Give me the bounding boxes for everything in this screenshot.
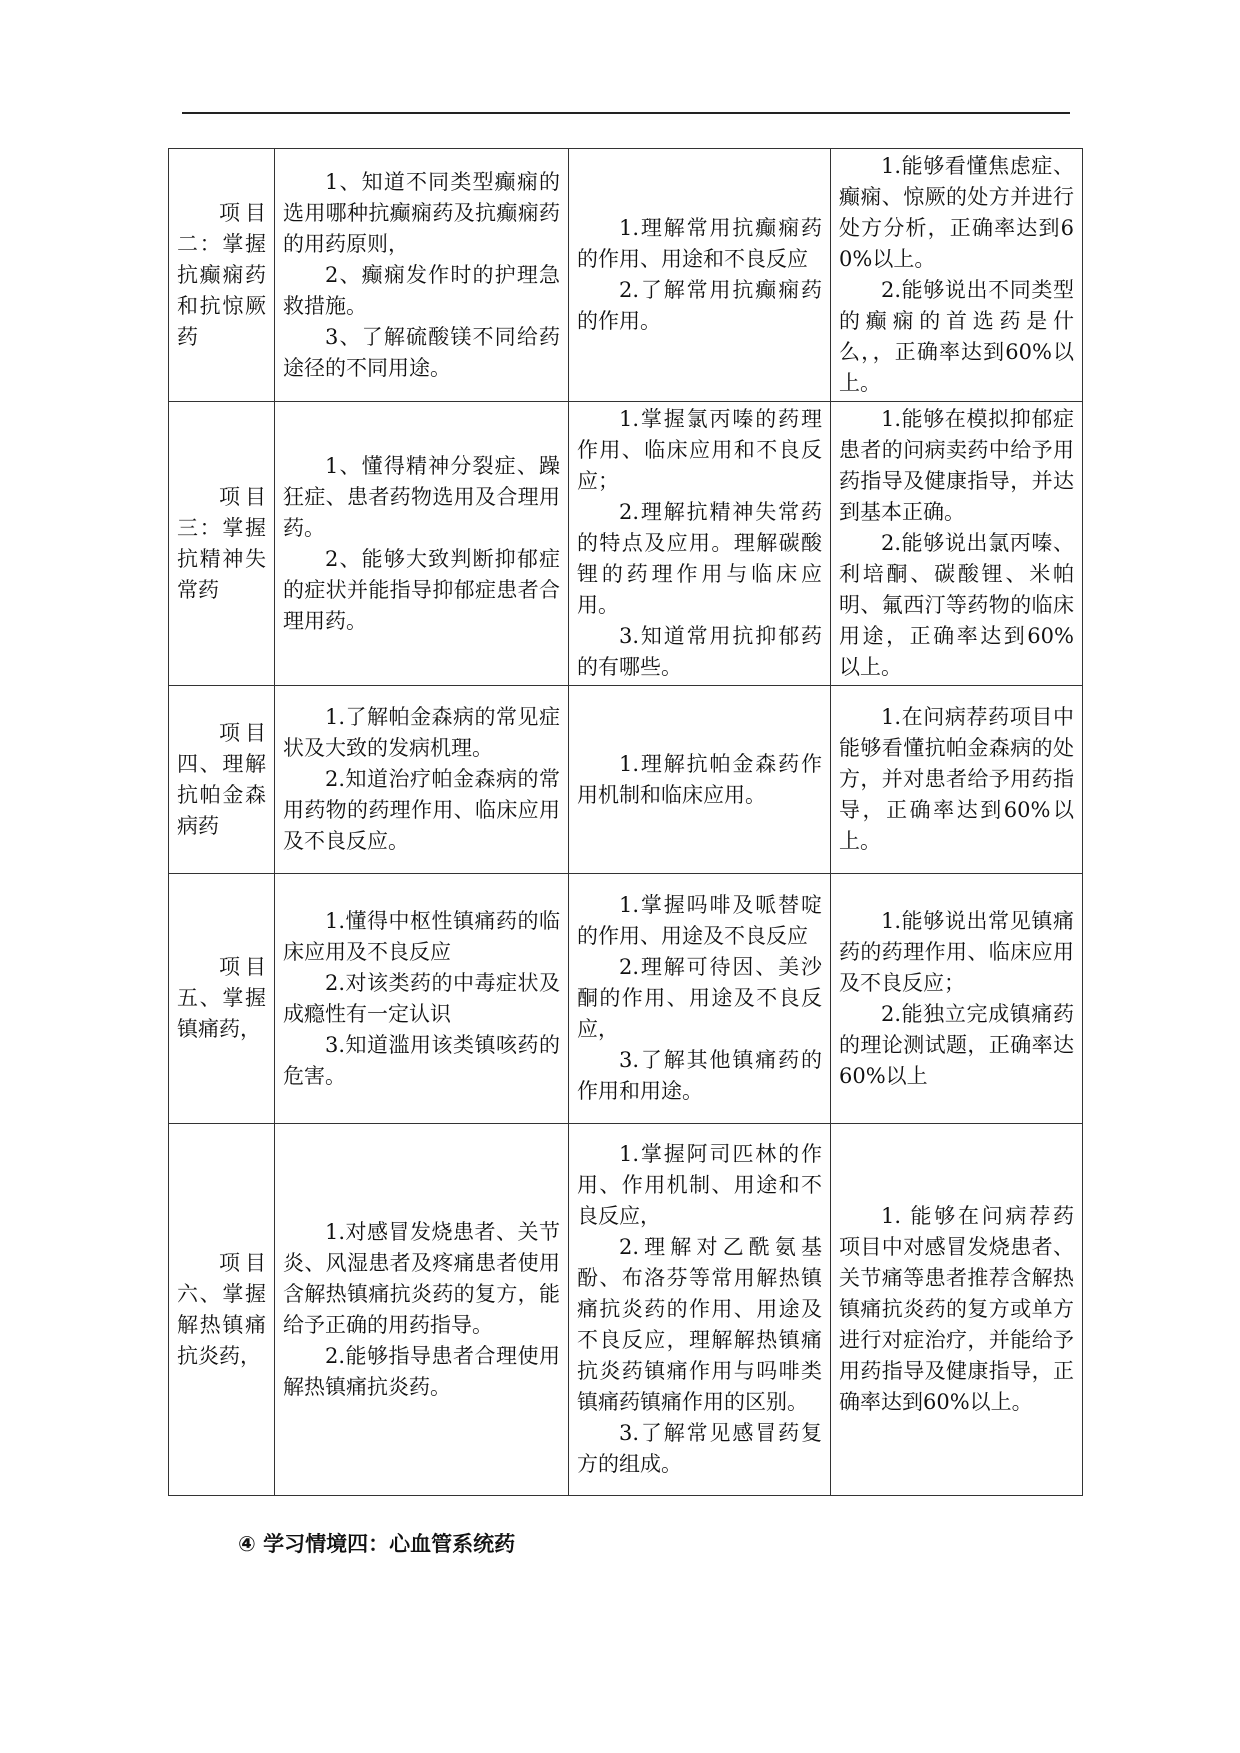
knowledge-cell (275, 402, 569, 686)
ability-item: 1.能够看懂焦虑症、癫痫、惊厥的处方并进行处方分析，正确率达到60%以上。 (839, 154, 1074, 271)
project-name: 项目六、掌握解热镇痛抗炎药， (177, 1250, 266, 1368)
section-heading: ④ 学习情境四：心血管系统药 (238, 1532, 516, 1556)
project-cell (169, 402, 275, 686)
table-row (169, 149, 1083, 402)
ability-item: 2.能够说出氯丙嗪、利培酮、碳酸锂、米帕明、氟西汀等药物的临床用途，正确率达到60%以上。 (839, 531, 1074, 679)
understanding-item: 2.理解对乙酰氨基酚、布洛芬等常用解热镇痛抗炎药的作用、用途及不良反应，理解解热镇痛抗炎药镇痛作用与吗啡类镇痛药镇痛作用的区别。 (577, 1235, 822, 1414)
understanding-item: 1.理解常用抗癫痫药的作用、用途和不良反应 (577, 216, 822, 271)
project-name: 项目四、理解抗帕金森病药 (177, 720, 266, 838)
ability-cell (831, 149, 1083, 402)
table-row (169, 1124, 1083, 1496)
understanding-item: 2.理解可待因、美沙酮的作用、用途及不良反应， (577, 955, 822, 1041)
knowledge-item: 2.能够指导患者合理使用解热镇痛抗炎药。 (283, 1343, 560, 1399)
table-row (169, 686, 1083, 874)
knowledge-item: 1.了解帕金森病的常见症状及大致的发病机理。 (283, 705, 560, 760)
header-rule (182, 112, 1070, 114)
project-cell (169, 686, 275, 874)
project-name: 项目五、掌握镇痛药， (177, 955, 266, 1041)
table-row (169, 874, 1083, 1124)
knowledge-item: 1.懂得中枢性镇痛药的临床应用及不良反应 (283, 908, 560, 964)
knowledge-item: 1.对感冒发烧患者、关节炎、风湿患者及疼痛患者使用含解热镇痛抗炎药的复方，能给予正确的用药指导。 (283, 1219, 560, 1337)
curriculum-table (168, 148, 1083, 1496)
project-cell (169, 874, 275, 1124)
knowledge-item: 1、知道不同类型癫痫的选用哪种抗癫痫药及抗癫痫药的用药原则， (283, 169, 560, 256)
knowledge-cell (275, 686, 569, 874)
understanding-item: 3.知道常用抗抑郁药的有哪些。 (577, 624, 822, 679)
ability-item: 1.能够说出常见镇痛药的药理作用、临床应用及不良反应； (839, 908, 1074, 995)
knowledge-item: 3.知道滥用该类镇咳药的危害。 (283, 1032, 560, 1088)
ability-item: 1.能够在模拟抑郁症患者的问病卖药中给予用药指导及健康指导，并达到基本正确。 (839, 407, 1074, 524)
ability-item: 2.能够说出不同类型的癫痫的首选药是什么，，正确率达到60%以上。 (839, 278, 1074, 395)
understanding-item: 2.了解常用抗癫痫药的作用。 (577, 278, 822, 333)
understanding-item: 3.了解常见感冒药复方的组成。 (577, 1421, 822, 1476)
understanding-cell (569, 149, 831, 402)
understanding-item: 1.掌握氯丙嗪的药理作用、临床应用和不良反应； (577, 407, 822, 493)
knowledge-item: 2、能够大致判断抑郁症的症状并能指导抑郁症患者合理用药。 (283, 546, 560, 633)
understanding-item: 1.掌握吗啡及哌替啶的作用、用途及不良反应 (577, 893, 822, 948)
knowledge-cell (275, 874, 569, 1124)
project-cell (169, 149, 275, 402)
ability-cell (831, 874, 1083, 1124)
ability-cell (831, 1124, 1083, 1496)
knowledge-item: 2、癫痫发作时的护理急救措施。 (283, 262, 560, 318)
knowledge-item: 1、懂得精神分裂症、躁狂症、患者药物选用及合理用药。 (283, 453, 560, 540)
project-name: 项目二：掌握抗癫痫药和抗惊厥药 (177, 200, 266, 349)
project-cell (169, 1124, 275, 1496)
understanding-cell (569, 874, 831, 1124)
understanding-item: 2.理解抗精神失常药的特点及应用。理解碳酸锂的药理作用与临床应用。 (577, 500, 822, 617)
ability-cell (831, 686, 1083, 874)
knowledge-item: 2.知道治疗帕金森病的常用药物的药理作用、临床应用及不良反应。 (283, 767, 560, 853)
knowledge-item: 2.对该类药的中毒症状及成瘾性有一定认识 (283, 970, 560, 1026)
understanding-item: 1.理解抗帕金森药作用机制和临床应用。 (577, 751, 822, 807)
ability-item: 2.能独立完成镇痛药的理论测试题，正确率达 60%以上 (839, 1001, 1074, 1088)
understanding-cell (569, 686, 831, 874)
table-row (169, 402, 1083, 686)
project-name: 项目三：掌握抗精神失常药 (177, 484, 266, 602)
understanding-cell (569, 402, 831, 686)
understanding-item: 1.掌握阿司匹林的作用、作用机制、用途和不良反应， (577, 1142, 822, 1228)
ability-item: 1.在问病荐药项目中能够看懂抗帕金森病的处方，并对患者给予用药指导，正确率达到60%以上。 (839, 705, 1074, 853)
ability-item: 1. 能够在问病荐药项目中对感冒发烧患者、关节痛等患者推荐含解热镇痛抗炎药的复方或单方进行对症治疗，并能给予用药指导及健康指导，正确率达到60%以上。 (839, 1204, 1074, 1414)
understanding-item: 3.了解其他镇痛药的作用和用途。 (577, 1048, 822, 1103)
knowledge-cell (275, 1124, 569, 1496)
ability-cell (831, 402, 1083, 686)
understanding-cell (569, 1124, 831, 1496)
knowledge-item: 3、了解硫酸镁不同给药途径的不同用途。 (283, 324, 560, 380)
knowledge-cell (275, 149, 569, 402)
